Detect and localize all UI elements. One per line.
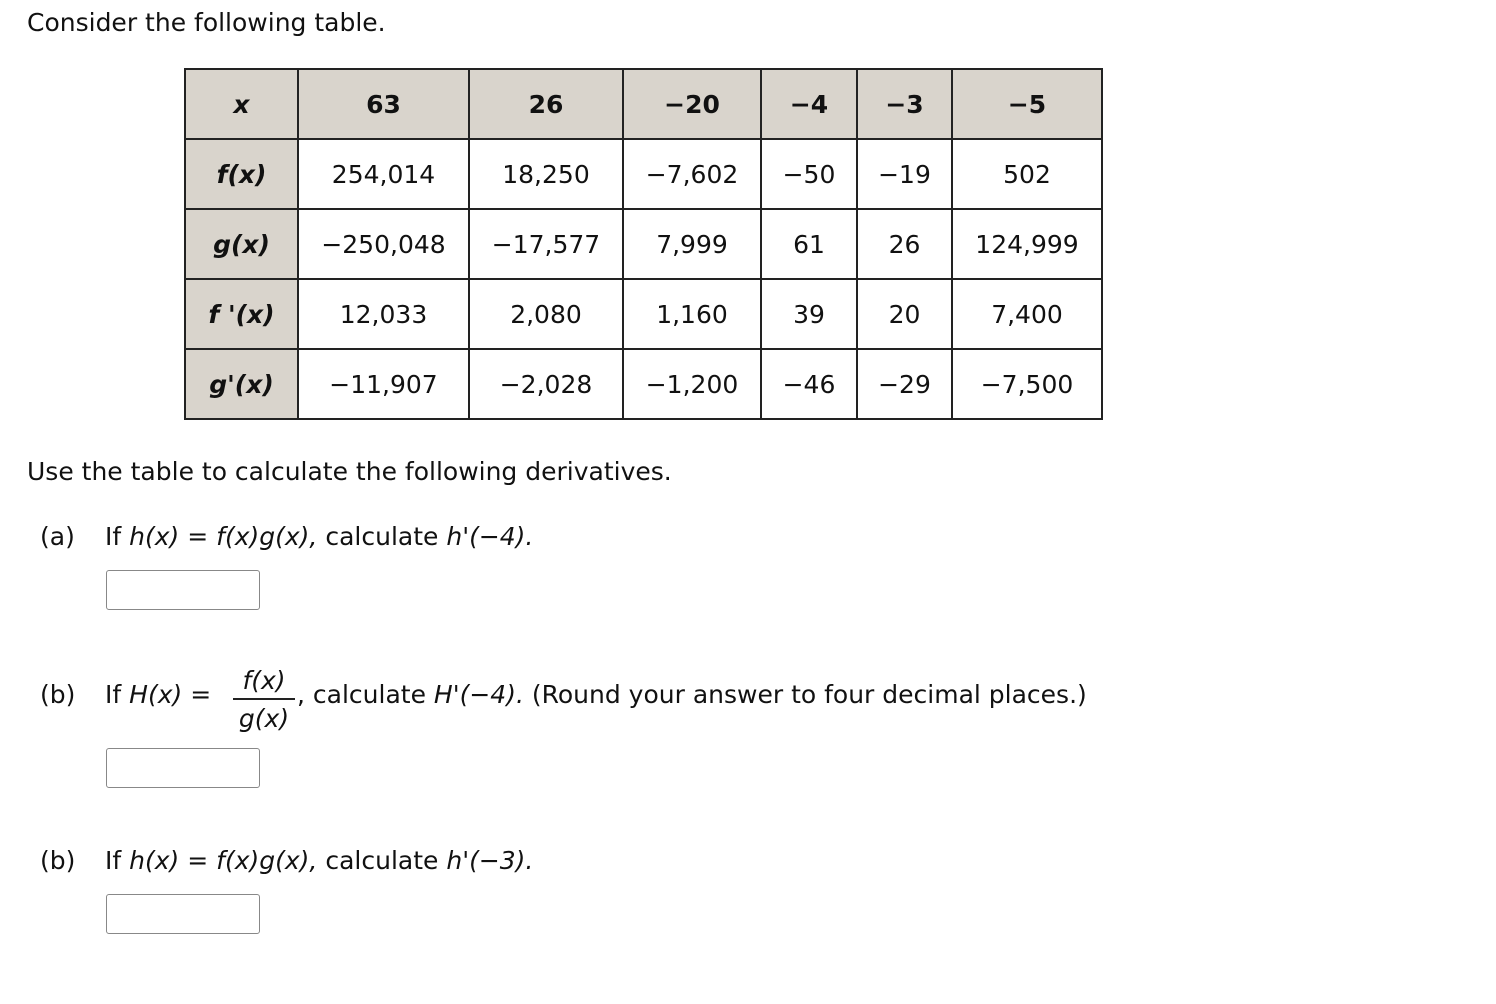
fraction-denominator: g(x) bbox=[238, 704, 290, 733]
table-cell: 254,014 bbox=[298, 139, 469, 209]
question-label: (a) bbox=[40, 522, 75, 551]
calculate-word: calculate bbox=[325, 522, 439, 551]
table-cell: 26 bbox=[857, 209, 952, 279]
instructions-text: Use the table to calculate the following derivatives. bbox=[27, 457, 672, 486]
table-row-f-prime bbox=[185, 279, 1102, 349]
table-cell: 63 bbox=[298, 69, 469, 139]
target-expression: h'(−4). bbox=[446, 522, 534, 551]
table-cell: −29 bbox=[857, 349, 952, 419]
rhs-expression: f(x)g(x), bbox=[216, 846, 318, 875]
lhs-expression: h(x) bbox=[129, 846, 180, 875]
question-a bbox=[40, 522, 533, 551]
question-b bbox=[40, 680, 211, 709]
question-label: (b) bbox=[40, 846, 76, 875]
table-cell: −19 bbox=[857, 139, 952, 209]
equals-sign: = bbox=[187, 846, 209, 875]
table-cell: 124,999 bbox=[952, 209, 1102, 279]
question-b-rest bbox=[297, 680, 1087, 709]
fraction-bar bbox=[233, 698, 295, 700]
table-row-g bbox=[185, 209, 1102, 279]
target-expression: h'(−3). bbox=[446, 846, 534, 875]
if-word: If bbox=[105, 522, 122, 551]
table-row-label: f '(x) bbox=[185, 279, 298, 349]
target-expression: H'(−4). bbox=[433, 680, 524, 709]
table-cell: 7,999 bbox=[623, 209, 761, 279]
calculate-word: calculate bbox=[312, 680, 426, 709]
table-cell: 39 bbox=[761, 279, 857, 349]
table-cell: −5 bbox=[952, 69, 1102, 139]
equals-sign: = bbox=[190, 680, 212, 709]
table-row-label: g'(x) bbox=[185, 349, 298, 419]
table-cell: 12,033 bbox=[298, 279, 469, 349]
question-label: (b) bbox=[40, 680, 76, 709]
table-cell: 7,400 bbox=[952, 279, 1102, 349]
table-row-label: f(x) bbox=[185, 139, 298, 209]
rhs-expression: f(x)g(x), bbox=[216, 522, 318, 551]
equals-sign: = bbox=[187, 522, 209, 551]
table-row-f bbox=[185, 139, 1102, 209]
table-cell: −11,907 bbox=[298, 349, 469, 419]
table-cell: −1,200 bbox=[623, 349, 761, 419]
lhs-expression: H(x) bbox=[129, 680, 183, 709]
table-cell: 61 bbox=[761, 209, 857, 279]
fraction-numerator: f(x) bbox=[242, 666, 286, 695]
answer-c-input[interactable] bbox=[106, 894, 260, 934]
answer-b-input[interactable] bbox=[106, 748, 260, 788]
values-table bbox=[184, 68, 1103, 420]
intro-text: Consider the following table. bbox=[27, 8, 386, 37]
table-cell: 502 bbox=[952, 139, 1102, 209]
comma: , bbox=[297, 680, 305, 709]
answer-a-input[interactable] bbox=[106, 570, 260, 610]
if-word: If bbox=[105, 680, 122, 709]
table-cell: −7,500 bbox=[952, 349, 1102, 419]
table-cell: 26 bbox=[469, 69, 623, 139]
table-cell: 18,250 bbox=[469, 139, 623, 209]
table-cell: −2,028 bbox=[469, 349, 623, 419]
table-cell: −3 bbox=[857, 69, 952, 139]
if-word: If bbox=[105, 846, 122, 875]
calculate-word: calculate bbox=[325, 846, 439, 875]
table-cell: −4 bbox=[761, 69, 857, 139]
question-c bbox=[40, 846, 533, 875]
table-row-g-prime bbox=[185, 349, 1102, 419]
table-cell: 20 bbox=[857, 279, 952, 349]
rounding-note: (Round your answer to four decimal places.) bbox=[531, 680, 1087, 709]
table-cell: −17,577 bbox=[469, 209, 623, 279]
lhs-expression: h(x) bbox=[129, 522, 180, 551]
table-cell: 1,160 bbox=[623, 279, 761, 349]
table-cell: 2,080 bbox=[469, 279, 623, 349]
table-cell: −250,048 bbox=[298, 209, 469, 279]
table-cell: −50 bbox=[761, 139, 857, 209]
table-cell: −46 bbox=[761, 349, 857, 419]
table-cell: −20 bbox=[623, 69, 761, 139]
table-cell: −7,602 bbox=[623, 139, 761, 209]
table-header-x: x bbox=[185, 69, 298, 139]
table-row-label: g(x) bbox=[185, 209, 298, 279]
table-row-x bbox=[185, 69, 1102, 139]
